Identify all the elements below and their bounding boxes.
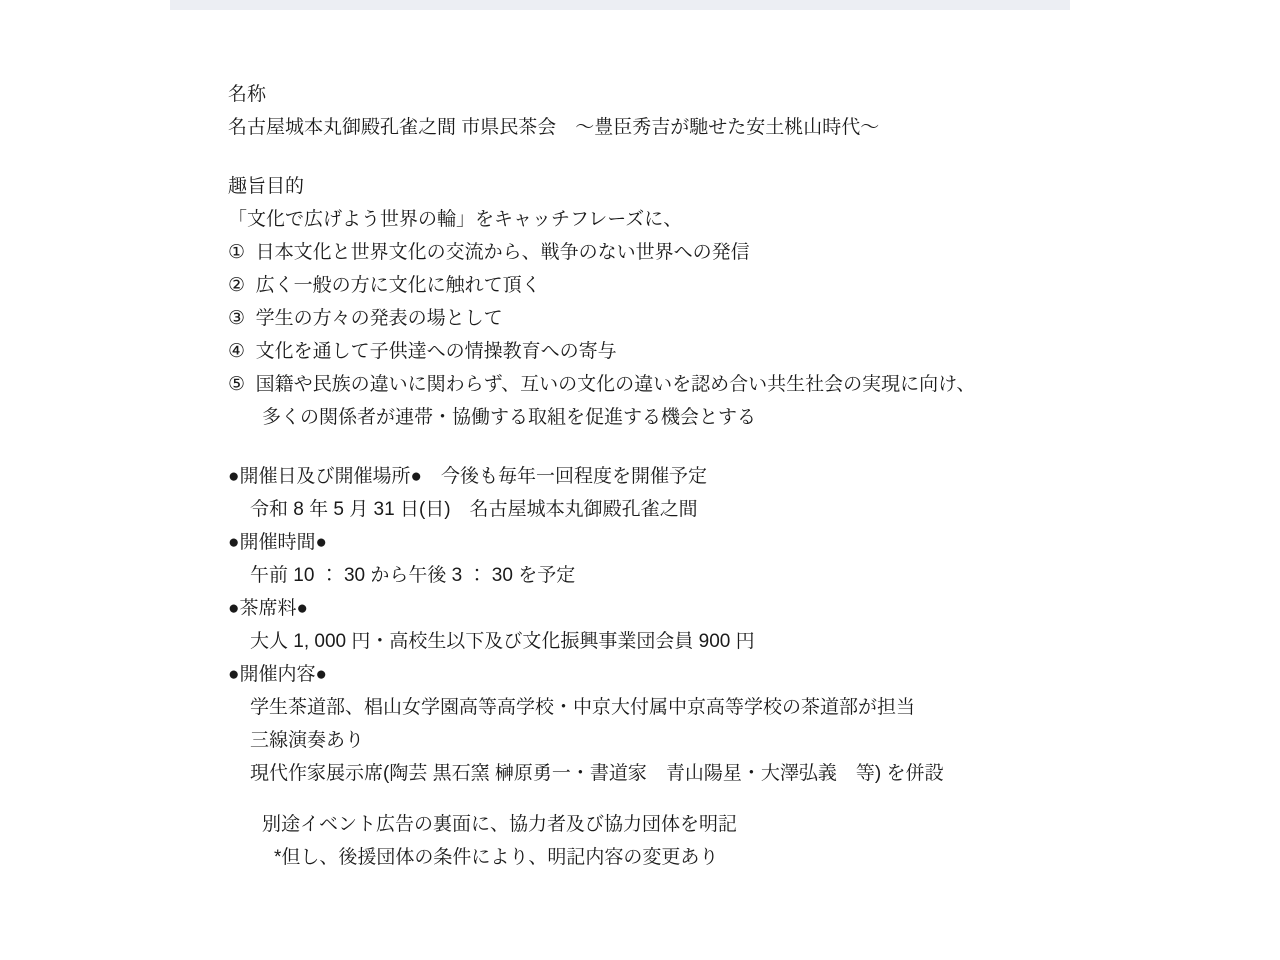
top-strip-right (1070, 0, 1280, 10)
document-body (0, 10, 1280, 960)
purpose-heading: 趣旨目的 (228, 176, 305, 197)
fee-heading: ●茶席料● (228, 598, 308, 619)
note-line-2: *但し、後援団体の条件により、明記内容の変更あり (274, 847, 719, 868)
purpose-item-3: ③ 学生の方々の発表の場として (228, 308, 503, 329)
content-line-1: 学生茶道部、椙山女学園高等高学校・中京大付属中京高等学校の茶道部が担当 (250, 697, 916, 718)
content-line-3: 現代作家展示席(陶芸 黒石窯 榊原勇一・書道家 青山陽星・大澤弘義 等) を併設 (250, 763, 944, 784)
purpose-item-5: ⑤ 国籍や民族の違いに関わらず、互いの文化の違いを認め合い共生社会の実現に向け、 (228, 374, 976, 395)
window-top-strip (0, 0, 1280, 10)
time-heading: ●開催時間● (228, 532, 327, 553)
fee-value: 大人 1, 000 円・高校生以下及び文化振興事業団会員 900 円 (250, 631, 755, 652)
top-strip-middle (170, 0, 1070, 10)
date-place-heading: ●開催日及び開催場所● 今後も毎年一回程度を開催予定 (228, 466, 707, 487)
purpose-item-1: ① 日本文化と世界文化の交流から、戦争のない世界への発信 (228, 242, 750, 263)
content-line-2: 三線演奏あり (250, 730, 365, 751)
purpose-item-4: ④ 文化を通して子供達への情操教育への寄与 (228, 341, 617, 362)
name-value: 名古屋城本丸御殿孔雀之間 市県民茶会 ～豊臣秀吉が馳せた安土桃山時代～ (228, 117, 880, 138)
name-heading: 名称 (228, 84, 267, 105)
purpose-item-5-continued: 多くの関係者が連帯・協働する取組を促進する機会とする (262, 407, 757, 428)
time-value: 午前 10 ： 30 から午後 3 ： 30 を予定 (250, 565, 576, 586)
note-line-1: 別途イベント広告の裏面に、協力者及び協力団体を明記 (262, 814, 738, 835)
document-content (228, 58, 1068, 874)
spacer-after-purpose (228, 434, 1068, 460)
content-heading: ●開催内容● (228, 664, 327, 685)
spacer-after-name (228, 144, 1068, 170)
spacer-before-note (228, 790, 1068, 808)
top-strip-left (0, 0, 170, 10)
purpose-catchphrase: 「文化で広げよう世界の輪」をキャッチフレーズに、 (228, 209, 683, 230)
date-place-value: 令和 8 年 5 月 31 日(日) 名古屋城本丸御殿孔雀之間 (250, 499, 698, 520)
purpose-item-2: ② 広く一般の方に文化に触れて頂く (228, 275, 541, 296)
